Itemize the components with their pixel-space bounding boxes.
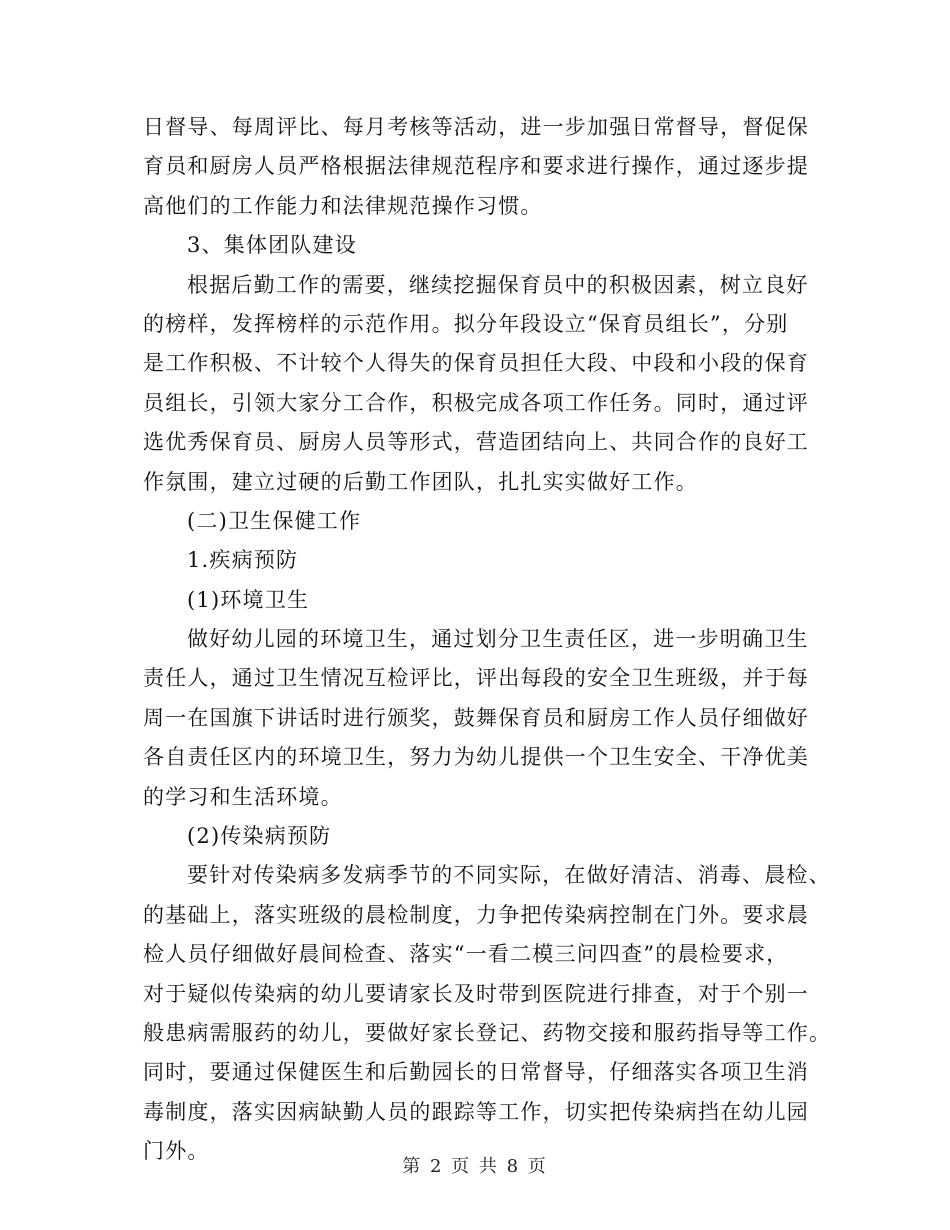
text-line: 作氛围，建立过硬的后勤工作团队，扎扎实实做好工作。 — [143, 469, 698, 494]
text-line: 的基础上，落实班级的晨检制度，力争把传染病控制在门外。要求晨 — [143, 902, 809, 927]
text-line: 的学习和生活环境。 — [143, 784, 343, 809]
text-line: 要针对传染病多发病季节的不同实际，在做好清洁、消毒、晨检、 — [187, 863, 831, 888]
text-line: 检人员仔细做好晨间检查、落实“一看二模三问四查”的晨检要求， — [143, 942, 789, 967]
text-line: 同时，要通过保健医生和后勤园长的日常督导，仔细落实各项卫生消 — [143, 1060, 809, 1085]
text-line: 般患病需服药的幼儿，要做好家长登记、药物交接和服药指导等工作。 — [143, 1020, 832, 1045]
text-line: 是工作积极、不计较个人得失的保育员担任大段、中段和小段的保育 — [143, 351, 809, 376]
text-line: 周一在国旗下讲话时进行颁奖，鼓舞保育员和厨房工作人员仔细做好 — [143, 705, 809, 730]
page-footer: 第 2 页 共 8 页 — [402, 1156, 548, 1177]
text-line: 责任人，通过卫生情况互检评比，评出每段的安全卫生班级，并于每 — [143, 666, 809, 691]
text-line: 各自责任区内的环境卫生，努力为幼儿提供一个卫生安全、干净优美 — [143, 745, 809, 770]
text-line: (2)传染病预防 — [187, 824, 332, 849]
text-line: 选优秀保育员、厨房人员等形式，营造团结向上、共同合作的良好工 — [143, 430, 809, 455]
text-line: 做好幼儿园的环境卫生，通过划分卫生责任区，进一步明确卫生 — [187, 627, 809, 652]
text-line: 育员和厨房人员严格根据法律规范程序和要求进行操作，通过逐步提 — [143, 154, 809, 179]
text-line: 门外。 — [143, 1139, 210, 1164]
text-line: 对于疑似传染病的幼儿要请家长及时带到医院进行排查，对于个别一 — [143, 981, 809, 1006]
document-body — [143, 108, 832, 1172]
text-line: 毒制度，落实因病缺勤人员的跟踪等工作，切实把传染病挡在幼儿园 — [143, 1099, 809, 1124]
text-line: (二)卫生保健工作 — [187, 508, 362, 533]
text-line: (1)环境卫生 — [187, 587, 310, 612]
text-line: 3、集体团队建设 — [187, 233, 357, 258]
text-line: 员组长，引领大家分工合作，积极完成各项工作任务。同时，通过评 — [143, 390, 809, 415]
text-line: 根据后勤工作的需要，继续挖掘保育员中的积极因素，树立良好 — [187, 272, 809, 297]
text-line: 的榜样，发挥榜样的示范作用。拟分年段设立“保育员组长”，分别 — [143, 311, 789, 336]
text-line: 日督导、每周评比、每月考核等活动，进一步加强日常督导，督促保 — [143, 115, 809, 139]
text-line: 高他们的工作能力和法律规范操作习惯。 — [143, 193, 543, 218]
text-line: 1.疾病预防 — [187, 548, 299, 573]
